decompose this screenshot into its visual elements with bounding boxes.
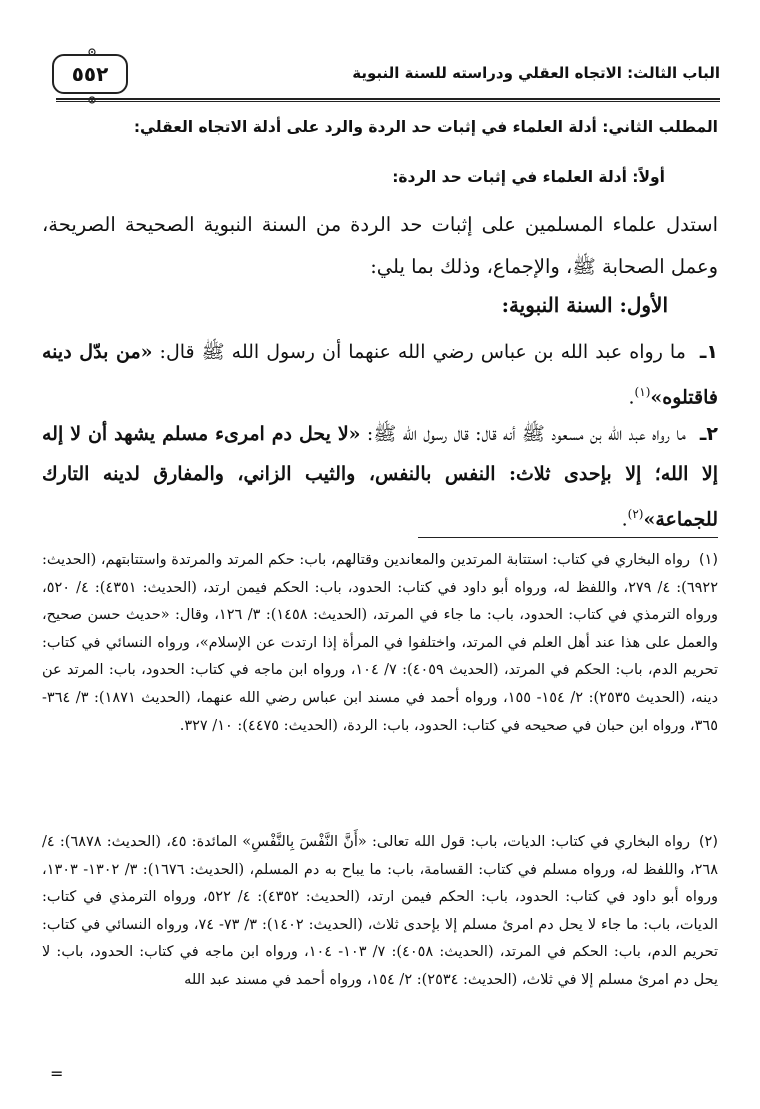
footnote-ref[interactable]: (٢) <box>627 507 644 521</box>
hadith-lead: ما رواه عبد الله بن عباس رضي الله عنهما أن رسول الله ﷺ قال: <box>159 341 686 363</box>
subsection-heading: أولاً: أدلة العلماء في إثبات حد الردة: <box>392 168 665 186</box>
footnote <box>42 829 718 995</box>
intro-paragraph: استدل علماء المسلمين على إثبات حد الردة من السنة النبوية الصحيحة الصريحة، وعمل الصحابة ﷺ، والإجماع، وذلك بما يلي: <box>42 213 718 278</box>
page-number-box <box>52 54 128 94</box>
hadith-number: ١ـ <box>699 341 718 363</box>
footnote-number: (٢) <box>698 834 719 850</box>
footnote-text: رواه البخاري في كتاب: استتابة المرتدين والمعاندين وقتالهم، باب: حكم المرتد والمرتدة واستتابتهم، (الحديث: ٦٩٢٢): ٤/ ٢٧٩، واللفظ له، ورواه أبو داود في كتاب: الحدود، باب: الحكم فيمن ارتد، (الحديث: ٤٣٥١): ٤/ ٥٢٠، ورواه الترمذي في كتاب: الحدود، باب: ما جاء في المرتد، (الحديث: ١٤٥٨): ٣/ ١٢٦، وقال: «حديث حسن صحيح، والعمل على هذا عند أهل العلم في المرتد، واختلفوا في المرأة إذا ارتدت عن الإسلام»، ورواه النسائي في كتاب: تحريم الدم، باب: الحكم في المرتد، (الحديث ٤٠٥٩): ٧/ ١٠٤، ورواه ابن ماجه في كتاب: الحدود، باب: المرتد عن دينه، (الحديث ٢٥٣٥): ٢/ ١٥٤- ١٥٥، ورواه أحمد في مسند ابن عباس رضي الله عنهما، (الحديث ١٨٧١): ٣/ ٣٦٤- ٣٦٥، ورواه ابن حبان في صحيحه في كتاب: الحدود، باب: الردة، (الحديث: ٤٤٧٥): ١٠/ ٣٢٧. <box>42 552 719 734</box>
flower-ornament-icon <box>86 46 98 58</box>
hadith-item <box>42 414 718 539</box>
hadith-quote: «لا يحل دم امرىء مسلم يشهد أن لا إله إلا الله؛ إلا بإحدى ثلاث: النفس بالنفس، والثيب الزاني، والمفارق لدينه التارك للجماعة» <box>42 423 718 531</box>
page-header <box>52 54 720 94</box>
hadith-quote: «من بدّل دينه فاقتلوه» <box>42 341 718 409</box>
flower-ornament-icon <box>86 94 98 106</box>
footnote <box>42 547 718 740</box>
header-divider-thin <box>56 101 720 102</box>
running-title: الباب الثالث: الاتجاه العقلي ودراسته للسنة النبوية <box>352 64 720 82</box>
footnote-separator <box>418 537 718 538</box>
sunnah-section-title: الأول: السنة النبوية: <box>501 293 668 317</box>
hadith-lead: ما رواه عبد الله بن مسعود ﷺ أنه قال: قال رسول الله ﷺ: <box>366 423 686 445</box>
footnote-number: (١) <box>698 552 718 568</box>
footnote-ref[interactable]: (١) <box>634 385 651 399</box>
hadith-end: . <box>628 386 635 409</box>
hadith-item <box>42 332 718 417</box>
header-divider <box>56 98 720 100</box>
page-number: ٥٥٢ <box>71 62 109 86</box>
continuation-mark: = <box>50 1064 64 1083</box>
section-heading: المطلب الثاني: أدلة العلماء في إثبات حد الردة والرد على أدلة الاتجاه العقلي: <box>133 118 718 136</box>
hadith-end: . <box>621 508 628 531</box>
footnote-text: رواه البخاري في كتاب: الديات، باب: قول الله تعالى: «أَنَّ النَّفْسَ بِالنَّفْسِ» المائدة: ٤٥، (الحديث: ٦٨٧٨): ٤/ ٢٦٨، واللفظ له، ورواه مسلم في كتاب: القسامة، باب: ما يباح به دم المسلم، (الحديث: ١٦٧٦): ٣/ ١٣٠٢- ١٣٠٣، ورواه أبو داود في كتاب: الحدود، باب: الحكم فيمن ارتد، (الحديث: ٤٣٥٢): ٤/ ٥٢٢، ورواه الترمذي في كتاب: الديات، باب: ما جاء لا يحل دم امرئ مسلم إلا بإحدى ثلاث، (الحديث: ١٤٠٢): ٣/ ٧٣- ٧٤، ورواه النسائي في كتاب: تحريم الدم، باب: الحكم في المرتد، (الحديث: ٤٠٥٨): ٧/ ١٠٣- ١٠٤، ورواه ابن ماجه في كتاب: الحدود، باب: لا يحل دم امرئ مسلم إلا في ثلاث، (الحديث: ٢٥٣٤): ٢/ ١٥٤، ورواه أحمد في مسند عبد الله <box>42 834 718 988</box>
hadith-number: ٢ـ <box>699 423 718 445</box>
